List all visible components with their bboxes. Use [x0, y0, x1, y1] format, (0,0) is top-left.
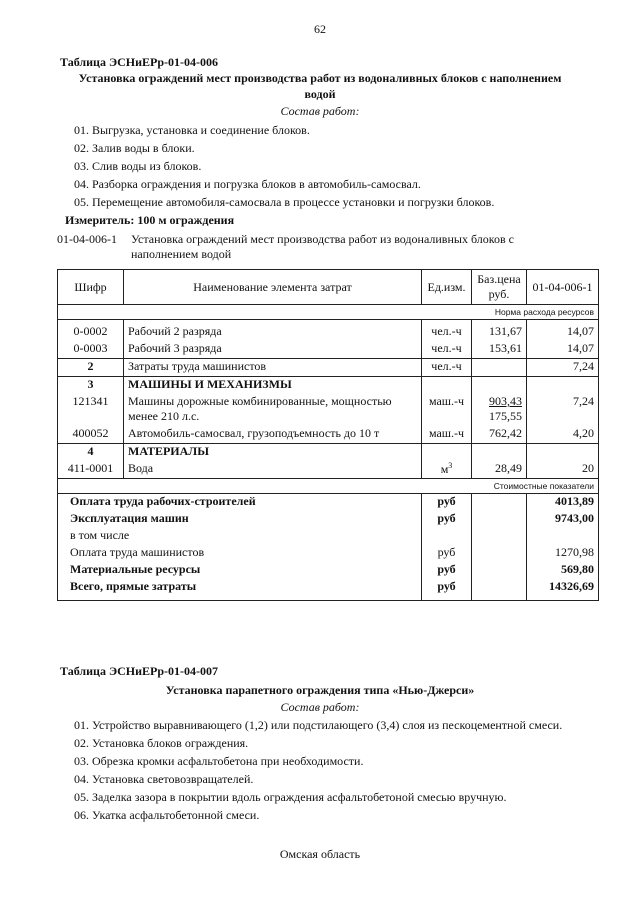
- measure-unit: Измеритель: 100 м ограждения: [65, 213, 235, 227]
- works-title: Состав работ:: [280, 104, 360, 118]
- norm-description-line-2: наполнением водой: [131, 247, 232, 261]
- work-item: 03. Слив воды из блоков.: [74, 159, 202, 173]
- cost-unit: руб: [422, 511, 472, 528]
- cost-row: [58, 528, 599, 545]
- cost-unit: [422, 528, 472, 545]
- row-price: 762,42: [472, 426, 527, 444]
- page-number: 62: [314, 22, 326, 36]
- work-item: 02. Залив воды в блоки.: [74, 141, 195, 155]
- section-row: [58, 359, 599, 377]
- section-number: 4: [58, 444, 124, 462]
- row-name: [124, 394, 422, 426]
- section-row: [58, 444, 599, 462]
- row-unit: чел.-ч: [422, 341, 472, 359]
- row-value: 7,24: [527, 359, 599, 377]
- section-name: Затраты труда машинистов: [124, 359, 422, 377]
- norm-description-line-1: Установка ограждений мест производства работ из водоналивных блоков с: [131, 232, 514, 246]
- cost-unit: руб: [422, 545, 472, 562]
- row-price: 28,49: [472, 461, 527, 479]
- unit-base: м: [440, 462, 449, 476]
- work-item: 04. Разборка ограждения и погрузка блоков в автомобиль-самосвал.: [74, 177, 421, 191]
- cost-row: [58, 562, 599, 579]
- row-name: Рабочий 2 разряда: [124, 324, 422, 341]
- section-number: 2: [58, 359, 124, 377]
- table-row: [58, 461, 599, 479]
- row-name-line-2: менее 210 л.с.: [128, 409, 200, 423]
- cost-name: Всего, прямые затраты: [58, 579, 422, 601]
- row-value: 4,20: [527, 426, 599, 444]
- header-norm-column: 01-04-006-1: [527, 270, 599, 305]
- cost-row: [58, 545, 599, 562]
- cost-value: 4013,89: [527, 494, 599, 512]
- cost-value: 569,80: [527, 562, 599, 579]
- cost-value: 9743,00: [527, 511, 599, 528]
- row-name-line-1: Машины дорожные комбинированные, мощностью: [128, 394, 392, 408]
- row-name: Автомобиль-самосвал, грузоподъемность до 10 т: [124, 426, 422, 444]
- row-value: 14,07: [527, 324, 599, 341]
- header-price-line-2: руб.: [488, 287, 510, 301]
- work-item: 06. Укатка асфальтобетонной смеси.: [74, 808, 260, 822]
- row-code: 0-0002: [58, 324, 124, 341]
- resources-table: [57, 269, 599, 601]
- cost-row: [58, 494, 599, 512]
- cost-name: Оплата труда рабочих-строителей: [58, 494, 422, 512]
- cost-value: 1270,98: [527, 545, 599, 562]
- cost-name: Оплата труда машинистов: [58, 545, 422, 562]
- cost-name: Материальные ресурсы: [58, 562, 422, 579]
- header-price: [472, 270, 527, 305]
- row-price-2: 175,55: [489, 409, 522, 423]
- row-code: 400052: [58, 426, 124, 444]
- row-unit: маш.-ч: [422, 394, 472, 426]
- cost-name: в том числе: [58, 528, 422, 545]
- section-name: МАТЕРИАЛЫ: [124, 444, 422, 462]
- row-code: 411-0001: [58, 461, 124, 479]
- table-title: Таблица ЭСНиЕРр-01-04-007: [60, 664, 219, 678]
- header-unit: Ед.изм.: [422, 270, 472, 305]
- unit-superscript: 3: [448, 461, 453, 470]
- cost-label-row: [58, 479, 599, 494]
- header-name: Наименование элемента затрат: [124, 270, 422, 305]
- norm-label-row: [58, 305, 599, 320]
- table-heading-line-1: Установка ограждений мест производства работ из водоналивных блоков с наполнением: [78, 71, 562, 85]
- work-item: 02. Установка блоков ограждения.: [74, 736, 249, 750]
- row-price: 131,67: [472, 324, 527, 341]
- row-unit: [422, 461, 472, 479]
- row-price-1: 903,43: [489, 394, 522, 408]
- work-item: 05. Перемещение автомобиля-самосвала в процессе установки и погрузки блоков.: [74, 195, 495, 209]
- table-header-row: [58, 270, 599, 305]
- work-item: 01. Устройство выравнивающего (1,2) или подстилающего (3,4) слоя из пескоцементной смеси.: [74, 718, 563, 732]
- row-price: [472, 359, 527, 377]
- work-item: 04. Установка световозвращателей.: [74, 772, 254, 786]
- page-footer: Омская область: [279, 847, 361, 861]
- norm-label: Норма расхода ресурсов: [58, 305, 599, 320]
- header-shifr: Шифр: [58, 270, 124, 305]
- work-item: 03. Обрезка кромки асфальтобетона при необходимости.: [74, 754, 364, 768]
- row-code: 121341: [58, 394, 124, 426]
- cost-value: [527, 528, 599, 545]
- cost-unit: руб: [422, 562, 472, 579]
- row-unit: чел.-ч: [422, 359, 472, 377]
- row-name: Рабочий 3 разряда: [124, 341, 422, 359]
- row-code: 0-0003: [58, 341, 124, 359]
- row-value: 14,07: [527, 341, 599, 359]
- table-row: [58, 426, 599, 444]
- row-price: [472, 394, 527, 426]
- header-price-line-1: Баз.цена: [477, 272, 521, 286]
- row-value: 20: [527, 461, 599, 479]
- row-unit: чел.-ч: [422, 324, 472, 341]
- row-value: 7,24: [527, 394, 599, 426]
- work-item: 05. Заделка зазора в покрытии вдоль ограждения асфальтобетоной смесью вручную.: [74, 790, 507, 804]
- table-heading-line-2: водой: [304, 87, 336, 101]
- cost-unit: руб: [422, 579, 472, 601]
- works-title: Состав работ:: [280, 700, 360, 714]
- cost-label: Стоимостные показатели: [58, 479, 599, 494]
- section-row: [58, 377, 599, 395]
- section-name: МАШИНЫ И МЕХАНИЗМЫ: [124, 377, 422, 395]
- cost-row: [58, 511, 599, 528]
- cost-name: Эксплуатация машин: [58, 511, 422, 528]
- cost-unit: руб: [422, 494, 472, 512]
- cost-row: [58, 579, 599, 601]
- section-number: 3: [58, 377, 124, 395]
- row-name: Вода: [124, 461, 422, 479]
- table-row: [58, 341, 599, 359]
- table-row: [58, 394, 599, 426]
- row-unit: маш.-ч: [422, 426, 472, 444]
- work-item: 01. Выгрузка, установка и соединение блоков.: [74, 123, 310, 137]
- cost-value: 14326,69: [527, 579, 599, 601]
- row-price: 153,61: [472, 341, 527, 359]
- norm-code: 01-04-006-1: [57, 232, 117, 246]
- table-title: Таблица ЭСНиЕРр-01-04-006: [60, 55, 219, 69]
- table-row: [58, 324, 599, 341]
- table-heading: Установка парапетного ограждения типа «Нью-Джерси»: [165, 683, 475, 697]
